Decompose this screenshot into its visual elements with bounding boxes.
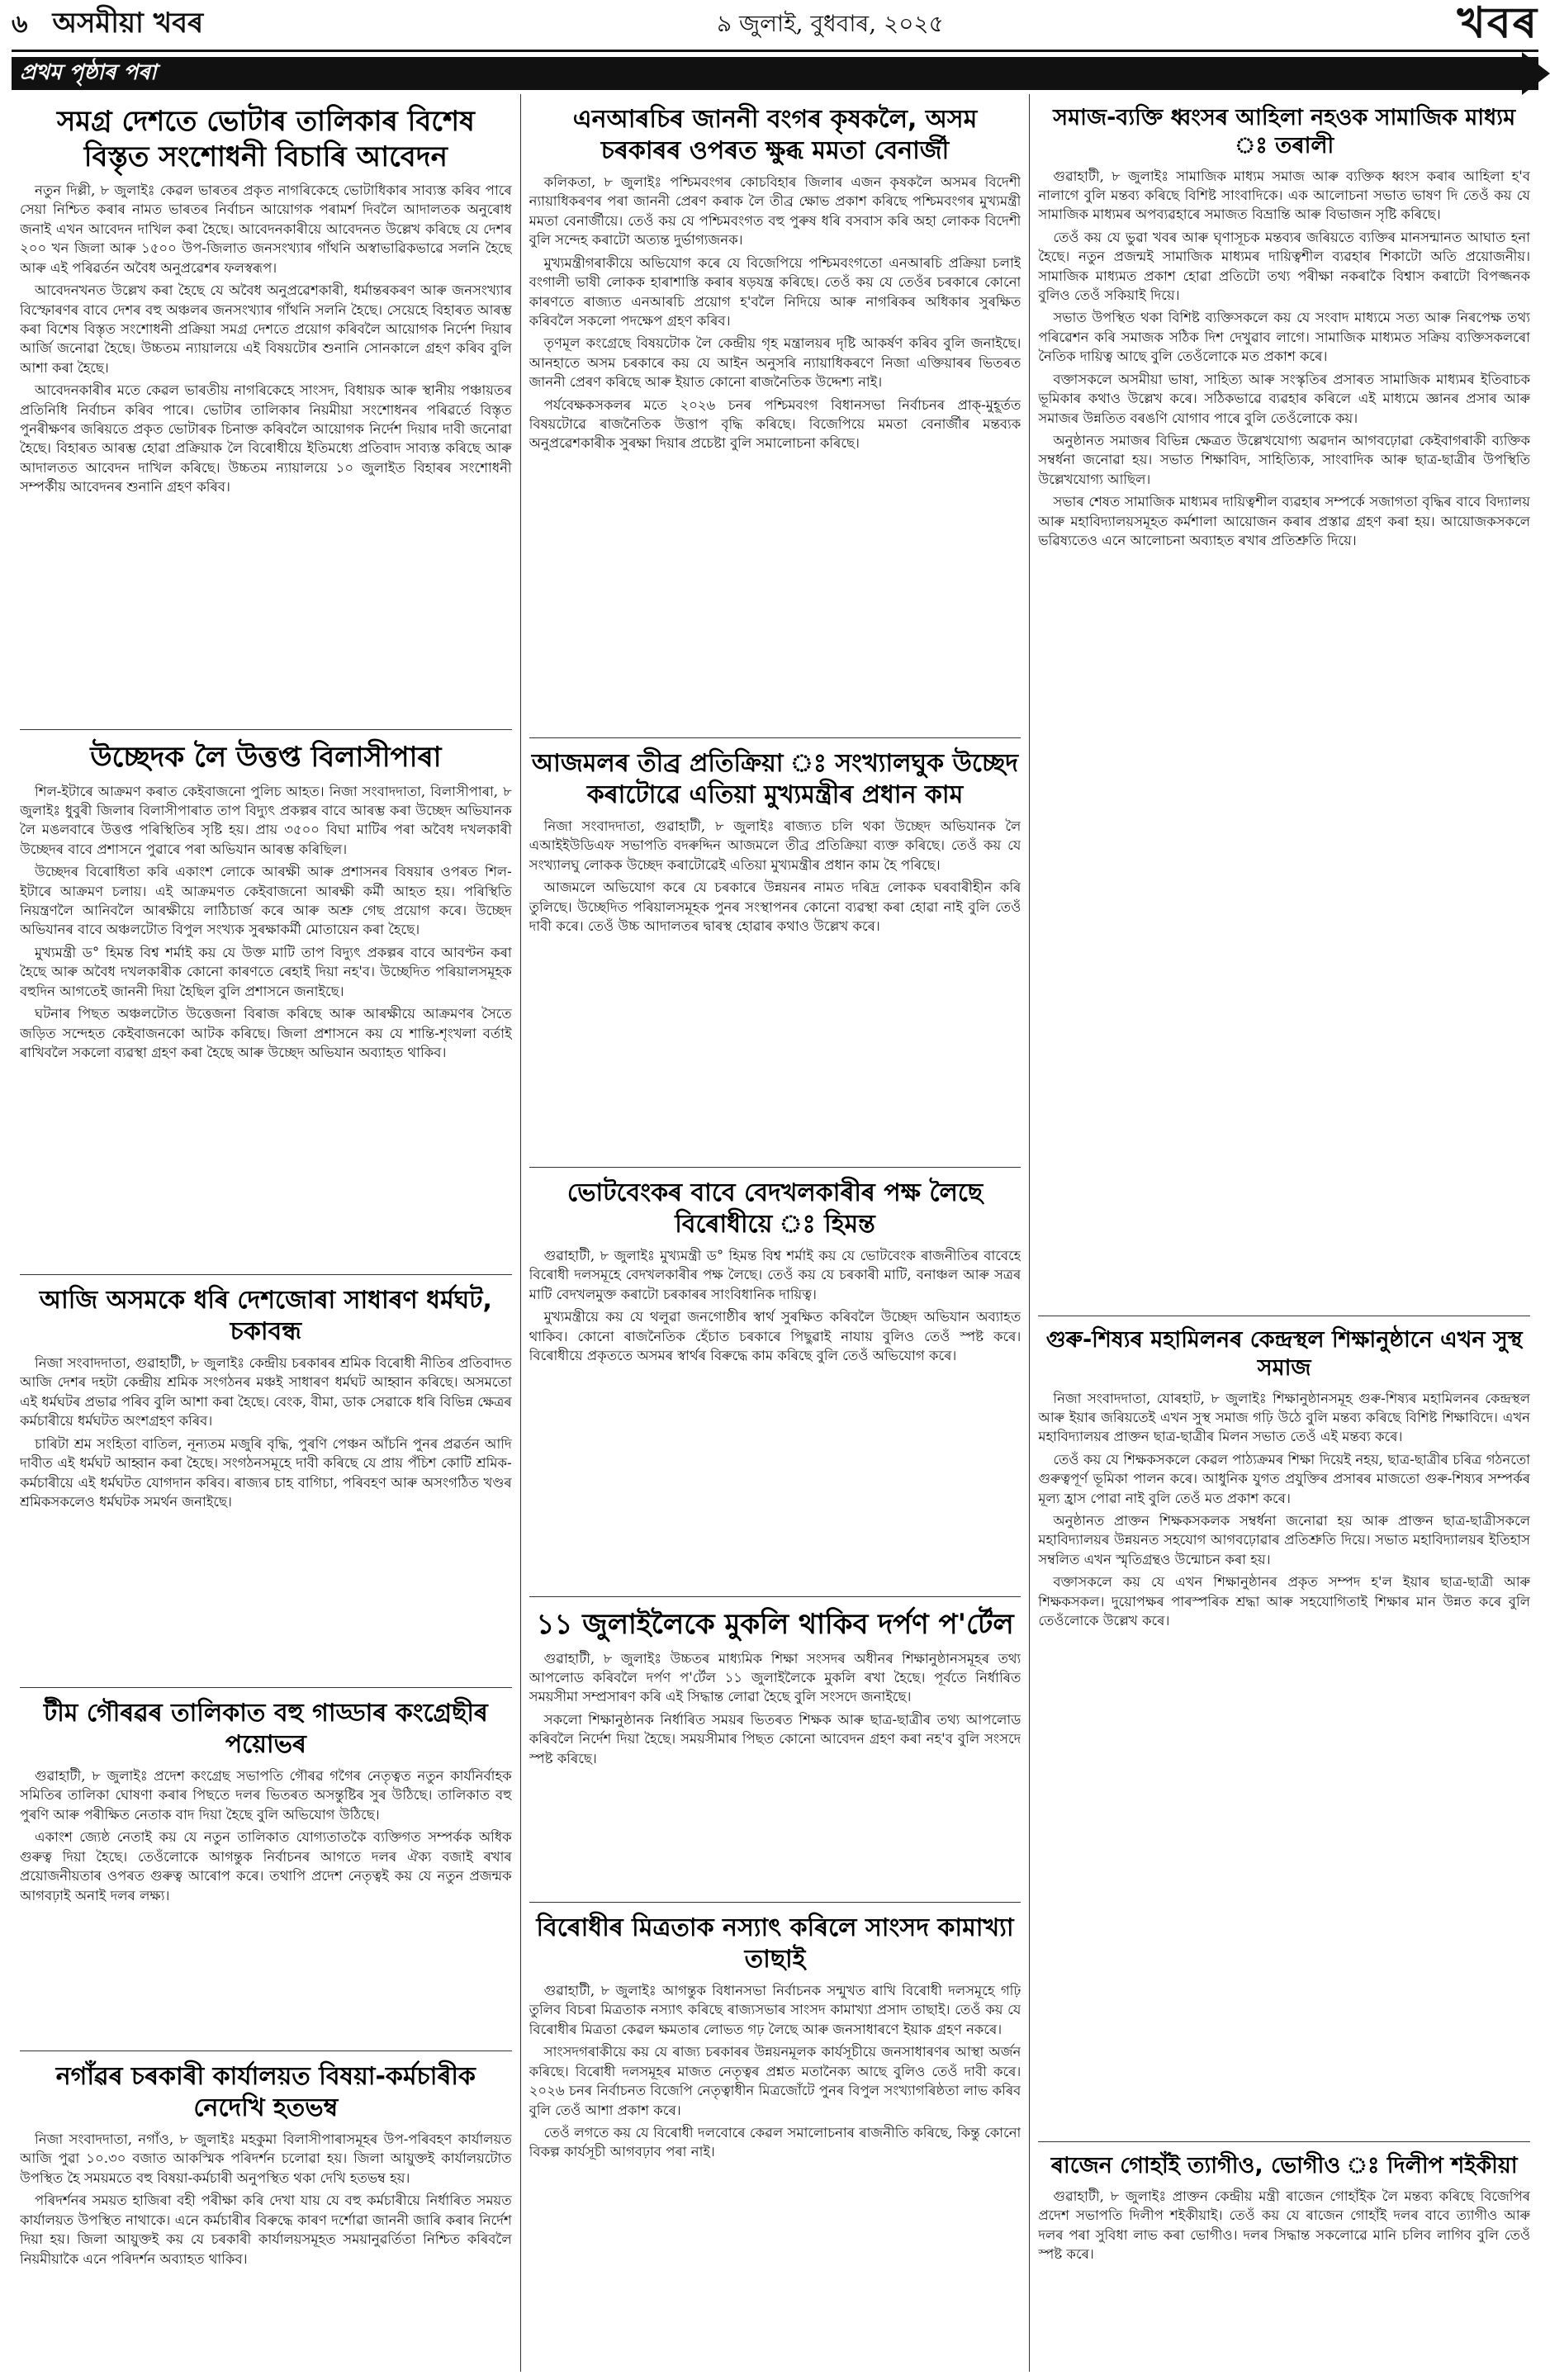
article-paragraph: একাংশ জ্যেষ্ঠ নেতাই কয় যে নতুন তালিকাত যোগ্যতাতকৈ ব্যক্তিগত সম্পৰ্কক অধিক গুৰুত্ব দিয়া হৈছে। তেওঁলোকে আগন্তুক নিৰ্বাচনৰ আগতে দলৰ ঐক্য বজাই ৰখাৰ প্ৰয়োজনীয়তাৰ ওপৰত গুৰুত্ব আৰোপ কৰে। তথাপি প্ৰদেশ নেতৃত্বই কয় যে নতুন প্ৰজন্মক আগবঢ়াই অনাই দলৰ লক্ষ্য। [20, 1829, 512, 1904]
article-columns [12, 94, 1538, 2372]
column-2 [520, 94, 1030, 2372]
article-body [529, 173, 1021, 453]
headline[interactable]: সমগ্ৰ দেশতে ভোটাৰ তালিকাৰ বিশেষ বিস্তৃত সংশোধনী বিচাৰি আবেদন [56, 105, 475, 173]
article-paragraph: শিল-ইটাৰে আক্ৰমণ কৰাত কেইবাজনো পুলিচ আহত। নিজা সংবাদদাতা, বিলাসীপাৰা, ৮ জুলাইঃ ধুবুৰী জিলাৰ বিলাসীপাৰাত তাপ বিদ্যুৎ প্ৰকল্পৰ বাবে আৰম্ভ কৰা উচ্ছেদ অভিযানক লৈ মঙলবাৰে উত্তপ্ত পৰিস্থিতিৰ সৃষ্টি হয়। প্ৰায় ৩৫০০ বিঘা মাটিৰ পৰা অবৈধ দখলকাৰী উচ্ছেদৰ বাবে প্ৰশাসনে পুৱাৰে পৰা অভিযান আৰম্ভ কৰিছিল। [20, 783, 512, 857]
article-paragraph: অনুষ্ঠানত সমাজৰ বিভিন্ন ক্ষেত্ৰত উল্লেখযোগ্য অৱদান আগবঢ়োৱা কেইবাগৰাকী ব্যক্তিক সম্বৰ্ধনা জনোৱা হয়। সভাত শিক্ষাবিদ, সাহিত্যিক, সাংবাদিক আৰু ছাত্ৰ-ছাত্ৰীৰ উপস্থিতি উল্লেখযোগ্য আছিল। [1038, 432, 1531, 487]
article-paragraph: মুখ্যমন্ত্ৰীয়ে কয় যে থলুৱা জনগোষ্ঠীৰ স্বাৰ্থ সুৰক্ষিত কৰিবলৈ উচ্ছেদ অভিযান অব্যাহত থাকিব। কোনো ৰাজনৈতিক হেঁচাত চৰকাৰে পিছুৱাই নাযায় বুলিও তেওঁ স্পষ্ট কৰে। বিৰোধীয়ে প্ৰকৃততে অসমৰ স্বাৰ্থৰ বিৰুদ্ধে কাম কৰিছে বুলি তেওঁ অভিযোগ কৰে। [529, 1309, 1021, 1364]
article-paragraph: বক্তাসকলে কয় যে এখন শিক্ষানুষ্ঠানৰ প্ৰকৃত সম্পদ হ'ল ইয়াৰ ছাত্ৰ-ছাত্ৰী আৰু শিক্ষকসকল। দুয়োপক্ষৰ পাৰস্পৰিক শ্ৰদ্ধা আৰু সহযোগিতাই শিক্ষাৰ মান উন্নত কৰে বুলি তেওঁলোকে উল্লেখ কৰে। [1038, 1574, 1531, 1629]
article-body [1038, 167, 1530, 551]
article-paragraph: গুৱাহাটী, ৮ জুলাইঃ উচ্চতৰ মাধ্যমিক শিক্ষা সংসদৰ অধীনৰ শিক্ষানুষ্ঠানসমূহৰ তথ্য আপলোড কৰিবলৈ দৰ্পণ প'ৰ্টেল ১১ জুলাইলৈকে মুকলি ৰখা হৈছে। পূৰ্বতে নিৰ্ধাৰিত সময়সীমা সম্প্ৰসাৰণ কৰি এই সিদ্ধান্ত লোৱা হৈছে বুলি সংসদে জনাইছে। [529, 1650, 1021, 1705]
article-body [20, 782, 512, 1063]
headline[interactable]: বিৰোধীৰ মিত্ৰতাক নস্যাৎ কৰিলে সাংসদ কামাখ্যা তাছাই [536, 1913, 1014, 1974]
article-paragraph: তেওঁ কয় যে শিক্ষকসকলে কেৱল পাঠ্যক্ৰমৰ শিক্ষা দিয়েই নহয়, ছাত্ৰ-ছাত্ৰীৰ চৰিত্ৰ গঠনতো গুৰুত্বপূৰ্ণ ভূমিকা পালন কৰে। আধুনিক যুগত প্ৰযুক্তিৰ প্ৰসাৰৰ মাজতো গুৰু-শিষ্যৰ সম্পৰ্কৰ মূল্য হ্ৰাস পোৱা নাই বুলি তেওঁ মত প্ৰকাশ কৰে। [1038, 1451, 1531, 1506]
paper-name: অসমীয়া খবৰ [52, 6, 204, 40]
article-body [529, 1246, 1021, 1366]
article [20, 1688, 512, 2051]
article [1038, 1316, 1530, 2142]
article-paragraph: বক্তাসকলে অসমীয়া ভাষা, সাহিত্য আৰু সংস্কৃতিৰ প্ৰসাৰত সামাজিক মাধ্যমৰ ইতিবাচক ভূমিকাৰ কথাও উল্লেখ কৰে। সঠিকভাৱে ব্যৱহাৰ কৰিলে এই মাধ্যমে জ্ঞানৰ প্ৰসাৰ আৰু সমাজৰ উন্নতিত বৰঙণি যোগাব পাৰে বুলি তেওঁলোকে কয়। [1038, 371, 1531, 426]
article-paragraph: তেওঁ লগতে কয় যে বিৰোধী দলবোৰে কেৱল সমালোচনাৰ ৰাজনীতি কৰিছে, কিন্তু কোনো বিকল্প কাৰ্যসূচী আগবঢ়াব পৰা নাই। [529, 2124, 1021, 2160]
article-paragraph: তেওঁ কয় যে ভুৱা খবৰ আৰু ঘৃণাসূচক মন্তব্যৰ জৰিয়তে ব্যক্তিৰ মানসন্মানত আঘাত হনা হৈছে। নতুন প্ৰজন্মই সামাজিক মাধ্যমৰ দায়িত্বশীল ব্যৱহাৰ শিকাটো অতি প্ৰয়োজনীয়। সামাজিক মাধ্যমত প্ৰকাশ হোৱা প্ৰতিটো তথ্য পৰীক্ষা নকৰাকৈ বিশ্বাস কৰাটো বিপজ্জনক বুলিও তেওঁ সকিয়াই দিয়ে। [1038, 229, 1531, 304]
article [20, 1275, 512, 1688]
article-paragraph: আবেদনকাৰীৰ মতে কেৱল ভাৰতীয় নাগৰিকেহে সাংসদ, বিধায়ক আৰু স্থানীয় পঞ্চায়তৰ প্ৰতিনিধি নিৰ্বাচন কৰিব পাৰে। ভোটাৰ তালিকাৰ নিয়মীয়া সংশোধনৰ পৰিৱৰ্তে বিস্তৃত পুনৰীক্ষণৰ জৰিয়তে প্ৰকৃত ভোটাৰক চিনাক্ত কৰিবলৈ আয়োগক নিৰ্দেশ দিয়াৰ দাবী জনোৱা হৈছে। বিহাৰত আৰম্ভ হোৱা প্ৰক্ৰিয়াক লৈ বিৰোধীয়ে ইতিমধ্যে প্ৰতিবাদ সাব্যস্ত কৰিছে আৰু আদালতত আবেদন দাখিল কৰিছে। উচ্চতম ন্যায়ালয়ে ১০ জুলাইত বিহাৰৰ সংশোধনী সম্পৰ্কীয় আবেদনৰ শুনানি গ্ৰহণ কৰিব। [20, 382, 512, 495]
article-paragraph: পৰ্যবেক্ষকসকলৰ মতে ২০২৬ চনৰ পশ্চিমবংগ বিধানসভা নিৰ্বাচনৰ প্ৰাক্-মুহূৰ্তত বিষয়টোৱে ৰাজনৈতিক উত্তাপ বৃদ্ধি কৰিছে। বিজেপিয়ে মমতা বেনাৰ্জীৰ মন্তব্যক অনুপ্ৰৱেশকাৰীক সুৰক্ষা দিয়াৰ প্ৰচেষ্টা বুলি সমালোচনা কৰিছে। [529, 396, 1021, 452]
article-paragraph: গুৱাহাটী, ৮ জুলাইঃ প্ৰাক্তন কেন্দ্ৰীয় মন্ত্ৰী ৰাজেন গোহাঁইক লৈ মন্তব্য কৰিছে বিজেপিৰ প্ৰদেশ সভাপতি দিলীপ শইকীয়াই। তেওঁ কয় যে ৰাজেন গোহাঁই দলৰ বাবে ত্যাগীও আৰু দলৰ পৰা সুবিধা লাভ কৰা ভোগীও। দলৰ সিদ্ধান্ত সকলোৱে মানি চলিব লাগিব বুলি তেওঁ স্পষ্ট কৰে। [1038, 2188, 1531, 2263]
headline[interactable]: ভোটবেংকৰ বাবে বেদখলকাৰীৰ পক্ষ লৈছে বিৰোধীয়ে ঃ হিমন্ত [566, 1178, 984, 1239]
arrow-right-icon [1522, 52, 1550, 95]
article-paragraph: সাংসদগৰাকীয়ে কয় যে ৰাজ্য চৰকাৰৰ উন্নয়নমূলক কাৰ্যসূচীয়ে জনসাধাৰণৰ আস্থা অৰ্জন কৰিছে। বিৰোধী দলসমূহৰ মাজত নেতৃত্বৰ প্ৰশ্নত মতানৈক্য আছে বুলিও তেওঁ দাবী কৰে। ২০২৬ চনৰ নিৰ্বাচনত বিজেপি নেতৃত্বাধীন মিত্ৰজোঁটে পুনৰ বিপুল সংখ্যাগৰিষ্ঠতা লাভ কৰিব বুলি তেওঁ আশা প্ৰকাশ কৰে। [529, 2044, 1021, 2118]
article-paragraph: তৃণমূল কংগ্ৰেছে বিষয়টোক লৈ কেন্দ্ৰীয় গৃহ মন্ত্ৰালয়ৰ দৃষ্টি আকৰ্ষণ কৰিব বুলি জনাইছে। আনহাতে অসম চৰকাৰে কয় যে আইন অনুসৰি ন্যায়াধিকৰণে নিজা এক্তিয়াৰৰ ভিতৰত জাননী প্ৰেৰণ কৰিছে আৰু ইয়াত কোনো ৰাজনৈতিক উদ্দেশ্য নাই। [529, 335, 1021, 391]
section-banner [12, 57, 1538, 90]
article-paragraph: মুখ্যমন্ত্ৰীগৰাকীয়ে অভিযোগ কৰে যে বিজেপিয়ে পশ্চিমবংগতো এনআৰচি প্ৰক্ৰিয়া চলাই বংগালী ভাষী লোকক হাৰাশাস্তি কৰাৰ ষড়যন্ত্ৰ কৰিছে। তেওঁ কয় যে তেওঁৰ চৰকাৰে কোনো কাৰণতে ৰাজ্যত এনআৰচি প্ৰয়োগ হ'বলৈ নিদিয়ে আৰু নাগৰিকৰ অধিকাৰ সুৰক্ষিত কৰিবলৈ সকলো পদক্ষেপ গ্ৰহণ কৰিব। [529, 254, 1021, 329]
page-number: ৬ [12, 9, 28, 39]
masthead-title: খবৰ [1457, 0, 1538, 48]
article-paragraph: নিজা সংবাদদাতা, গুৱাহাটী, ৮ জুলাইঃ ৰাজ্যত চলি থকা উচ্ছেদ অভিযানক লৈ এআইইউডিএফ সভাপতি বদৰুদ্দিন আজমলে তীব্ৰ প্ৰতিক্ৰিয়া ব্যক্ত কৰিছে। তেওঁ কয় যে সংখ্যালঘু লোকক উচ্ছেদ কৰাটোৱেই এতিয়া মুখ্যমন্ত্ৰীৰ প্ৰধান কাম হৈ পৰিছে। [529, 818, 1021, 873]
article-body [1038, 1389, 1530, 1631]
article [529, 738, 1021, 1168]
article [529, 1903, 1021, 2332]
article-body [1038, 2187, 1530, 2264]
article-paragraph: নতুন দিল্লী, ৮ জুলাইঃ কেৱল ভাৰতৰ প্ৰকৃত নাগৰিকেহে ভোটাধিকাৰ সাব্যস্ত কৰিব পাৰে সেয়া নিশ্চিত কৰাৰ নামত ভাৰতৰ নিৰ্বাচন আয়োগক পৰামৰ্শ দিবলৈ আদালতক অনুৰোধ জনাই এখন আবেদন দাখিল কৰা হৈছে। আবেদনকাৰীয়ে আবেদনত উল্লেখ কৰিছে যে দেশৰ ২০০ খন জিলা আৰু ১৫০০ উপ-জিলাত জনসংখ্যাৰ গাঁথনি অস্বাভাৱিকভাৱে সলনি হৈছে আৰু এই পৰিৱৰ্তন অবৈধ অনুপ্ৰৱেশৰ ফলস্বৰূপ। [20, 183, 512, 276]
headline[interactable]: আজি অসমকে ধৰি দেশজোৰা সাধাৰণ ধৰ্মঘট, চকাবন্ধ [39, 1286, 492, 1346]
article-paragraph: আজমলে অভিযোগ কৰে যে চৰকাৰে উন্নয়নৰ নামত দৰিদ্ৰ লোকক ঘৰবাৰীহীন কৰি তুলিছে। উচ্ছেদিত পৰিয়ালসমূহক পুনৰ সংস্থাপনৰ কোনো ব্যৱস্থা কৰা হোৱা নাই বুলি তেওঁ দাবী কৰে। তেওঁ উচ্চ আদালতৰ দ্বাৰস্থ হোৱাৰ কথাও উল্লেখ কৰে। [529, 879, 1021, 935]
headline[interactable]: গুৰু-শিষ্যৰ মহামিলনৰ কেন্দ্ৰস্থল শিক্ষানুষ্ঠানে এখন সুস্থ সমাজ [1045, 1327, 1523, 1381]
article [1038, 2142, 1530, 2372]
article [20, 730, 512, 1275]
headline[interactable]: ৰাজেন গোহাঁই ত্যাগীও, ভোগীও ঃ দিলীপ শইকীয়া [1050, 2153, 1518, 2179]
article-paragraph: ঘটনাৰ পিছত অঞ্চলটোত উত্তেজনা বিৰাজ কৰিছে আৰু আৰক্ষীয়ে আক্ৰমণৰ সৈতে জড়িত সন্দেহত কেইবাজনকো আটক কৰিছে। জিলা প্ৰশাসনে কয় যে শান্তি-শৃংখলা বৰ্তাই ৰাখিবলৈ সকলো ব্যৱস্থা গ্ৰহণ কৰা হৈছে আৰু উচ্ছেদ অভিযান অব্যাহত থাকিব। [20, 1006, 512, 1060]
headline[interactable]: এনআৰচিৰ জাননী বংগৰ কৃষকলৈ, অসম চৰকাৰৰ ওপৰত ক্ষুব্ধ মমতা বেনাৰ্জী [572, 105, 978, 165]
article-paragraph: নিজা সংবাদদাতা, যোৰহাট, ৮ জুলাইঃ শিক্ষানুষ্ঠানসমূহ গুৰু-শিষ্যৰ মহামিলনৰ কেন্দ্ৰস্থল আৰু ইয়াৰ জৰিয়তেই এখন সুস্থ সমাজ গঢ়ি উঠে বুলি মন্তব্য কৰিছে বিশিষ্ট শিক্ষাবিদে। এখন মহাবিদ্যালয়ৰ প্ৰাক্তন ছাত্ৰ-ছাত্ৰীৰ মিলন সভাত তেওঁ এই মন্তব্য কৰে। [1038, 1390, 1531, 1445]
article-body [20, 1766, 512, 1905]
article [20, 2051, 512, 2372]
headline[interactable]: টীম গৌৰৱৰ তালিকাত বহু গাড্ডাৰ কংগ্ৰেছীৰ পয়োভৰ [43, 1699, 488, 1759]
article-paragraph: চাৰিটা শ্ৰম সংহিতা বাতিল, নূন্যতম মজুৰি বৃদ্ধি, পুৰণি পেঞ্চন আঁচনি পুনৰ প্ৰৱৰ্তন আদি দাবীত এই ধৰ্মঘট আহ্বান কৰা হৈছে। সংগঠনসমূহে দাবী কৰিছে যে প্ৰায় পঁচিশ কোটি শ্ৰমিক-কৰ্মচাৰীয়ে এই ধৰ্মঘটত যোগদান কৰিব। ৰাজ্যৰ চাহ বাগিচা, পৰিবহণ আৰু অসংগঠিত খণ্ডৰ শ্ৰমিকসকলেও ধৰ্মঘটক সমৰ্থন জনাইছে। [20, 1435, 512, 1510]
section-label: প্ৰথম পৃষ্ঠাৰ পৰা [20, 60, 157, 85]
article-paragraph: উচ্ছেদৰ বিৰোধিতা কৰি একাংশ লোকে আৰক্ষী আৰু প্ৰশাসনৰ বিষয়াৰ ওপৰত শিল-ইটাৰে আক্ৰমণ চলায়। এই আক্ৰমণত কেইবাজনো আৰক্ষী কৰ্মী আহত হয়। পৰিস্থিতি নিয়ন্ত্ৰণলৈ আনিবলৈ আৰক্ষীয়ে লাঠিচাৰ্জ কৰে আৰু অশ্ৰু গেছ প্ৰয়োগ কৰে। উচ্ছেদ অভিযানৰ বাবে অঞ্চলটোত বিপুল সংখ্যক সুৰক্ষাকৰ্মী মোতায়েন কৰা হৈছে। [20, 864, 512, 938]
column-1 [12, 94, 520, 2372]
masthead-left [12, 2, 203, 49]
article-paragraph: গুৱাহাটী, ৮ জুলাইঃ প্ৰদেশ কংগ্ৰেছ সভাপতি গৌৰৱ গগৈৰ নেতৃত্বত নতুন কাৰ্যনিৰ্বাহক সমিতিৰ তালিকা ঘোষণা কৰাৰ পিছতে দলৰ ভিতৰত অসন্তুষ্টিৰ সুৰ উঠিছে। তালিকাত বহু পুৰণি আৰু পৰীক্ষিত নেতাক বাদ দিয়া হৈছে বুলি অভিযোগ উঠিছে। [20, 1768, 512, 1823]
article-paragraph: নিজা সংবাদদাতা, গুৱাহাটী, ৮ জুলাইঃ কেন্দ্ৰীয় চৰকাৰৰ শ্ৰমিক বিৰোধী নীতিৰ প্ৰতিবাদত আজি দেশৰ দহটা কেন্দ্ৰীয় শ্ৰমিক সংগঠনৰ মঞ্চই সাধাৰণ ধৰ্মঘট আহ্বান কৰিছে। অসমতো এই ধৰ্মঘটৰ প্ৰভাৱ পৰিব বুলি আশা কৰা হৈছে। বেংক, বীমা, ডাক সেৱাকে ধৰি বিভিন্ন ক্ষেত্ৰৰ কৰ্মচাৰীয়ে ধৰ্মঘটত অংশগ্ৰহণ কৰিব। [20, 1355, 512, 1429]
article [529, 94, 1021, 738]
issue-date: ৯ জুলাই, বুধবাৰ, ২০২৫ [716, 9, 944, 37]
article-paragraph: সকলো শিক্ষানুষ্ঠানক নিৰ্ধাৰিত সময়ৰ ভিতৰত শিক্ষক আৰু ছাত্ৰ-ছাত্ৰীৰ তথ্য আপলোড কৰিবলৈ নিৰ্দেশ দিয়া হৈছে। সময়সীমাৰ পিছত কোনো আবেদন গ্ৰহণ কৰা নহ'ব বুলি সংসদে স্পষ্ট কৰিছে। [529, 1711, 1021, 1766]
article-paragraph: সভাৰ শেষত সামাজিক মাধ্যমৰ দায়িত্বশীল ব্যৱহাৰ সম্পৰ্কে সজাগতা বৃদ্ধিৰ বাবে বিদ্যালয় আৰু মহাবিদ্যালয়সমূহত কৰ্মশালা আয়োজন কৰাৰ প্ৰস্তাৱ গ্ৰহণ কৰা হয়। আয়োজকসকলে ভৱিষ্যতেও এনে আলোচনা অব্যাহত ৰখাৰ প্ৰতিশ্ৰুতি দিয়ে। [1038, 494, 1531, 549]
article [20, 94, 512, 730]
article-body [20, 2130, 512, 2269]
article-paragraph: সভাত উপস্থিত থকা বিশিষ্ট ব্যক্তিসকলে কয় যে সংবাদ মাধ্যমে সত্য আৰু নিৰপেক্ষ তথ্য পৰিৱেশন কৰি সমাজক সঠিক দিশ দেখুৱাব লাগে। সামাজিক মাধ্যমত সক্ৰিয় ব্যক্তিসকলৰো নৈতিক দায়িত্ব আছে বুলি তেওঁলোকে মত প্ৰকাশ কৰে। [1038, 310, 1531, 365]
headline[interactable]: সমাজ-ব্যক্তি ধ্বংসৰ আহিলা নহওক সামাজিক মাধ্যম ঃ তৰালী [1053, 105, 1516, 159]
article [1038, 94, 1530, 1316]
article-paragraph: গুৱাহাটী, ৮ জুলাইঃ আগন্তুক বিধানসভা নিৰ্বাচনক সন্মুখত ৰাখি বিৰোধী দলসমূহে গঢ়ি তুলিব বিচৰা মিত্ৰতাক নস্যাৎ কৰিছে ৰাজ্যসভাৰ সাংসদ কামাখ্যা প্ৰসাদ তাছাই। তেওঁ কয় যে বিৰোধীৰ মিত্ৰতা কেৱল ক্ষমতাৰ লোভত গঢ় লৈছে আৰু জনসাধাৰণে ইয়াক গ্ৰহণ নকৰে। [529, 1983, 1021, 2037]
article-body [20, 181, 512, 497]
masthead [12, 0, 1538, 52]
article-body [529, 1981, 1021, 2162]
article-paragraph: মুখ্যমন্ত্ৰী ড° হিমন্ত বিশ্ব শৰ্মাই কয় যে উক্ত মাটি তাপ বিদ্যুৎ প্ৰকল্পৰ বাবে আবণ্টন কৰা হৈছে আৰু অবৈধ দখলকাৰীক কোনো কাৰণতে ৰেহাই দিয়া নহ'ব। উচ্ছেদিত পৰিয়ালসমূহক বহুদিন আগতেই জাননী দিয়া হৈছিল বুলি প্ৰশাসনে জনাইছে। [20, 944, 512, 999]
article-paragraph: পৰিদৰ্শনৰ সময়ত হাজিৰা বহী পৰীক্ষা কৰি দেখা যায় যে বহু কৰ্মচাৰীয়ে নিৰ্ধাৰিত সময়ত কাৰ্যালয়ত উপস্থিত নাথাকে। এনে কৰ্মচাৰীৰ বিৰুদ্ধে কাৰণ দৰ্শোৱা জাননী জাৰি কৰাৰ নিৰ্দেশ দিয়া হয়। জিলা আয়ুক্তই কয় যে চৰকাৰী কাৰ্যালয়সমূহত সময়ানুৱৰ্তিতা নিশ্চিত কৰিবলৈ নিয়মীয়াকৈ এনে পৰিদৰ্শন অব্যাহত থাকিব। [20, 2193, 512, 2267]
article-body [529, 817, 1021, 936]
article-paragraph: গুৱাহাটী, ৮ জুলাইঃ সামাজিক মাধ্যম সমাজ আৰু ব্যক্তিক ধ্বংস কৰাৰ আহিলা হ'ব নালাগে বুলি মন্তব্য কৰিছে বিশিষ্ট সাংবাদিকে। এক আলোচনা সভাত ভাষণ দি তেওঁ কয় যে সামাজিক মাধ্যমৰ অপব্যৱহাৰে সমাজত বিভ্ৰান্তি আৰু বিভাজন সৃষ্টি কৰিছে। [1038, 168, 1531, 223]
article [529, 1597, 1021, 1903]
article [529, 1168, 1021, 1597]
headline[interactable]: ১১ জুলাইলৈকে মুকলি থাকিব দৰ্পণ প'ৰ্টেল [536, 1608, 1014, 1641]
article-body [529, 1649, 1021, 1769]
article-paragraph: আবেদনখনত উল্লেখ কৰা হৈছে যে অবৈধ অনুপ্ৰৱেশকাৰী, ধৰ্মান্তৰকৰণ আৰু জনসংখ্যাৰ বিস্ফোৰণৰ বাবে দেশৰ বহু অঞ্চলৰ জনসংখ্যাৰ গাঁথনি সলনি হৈছে। সেয়েহে বিহাৰত আৰম্ভ কৰা বিশেষ বিস্তৃত সংশোধনী প্ৰক্ৰিয়া সমগ্ৰ দেশতে প্ৰয়োগ কৰিবলৈ আয়োগক নিৰ্দেশ দিয়াৰ আৰ্জি জনোৱা হৈছে। উচ্চতম ন্যায়ালয়ে এই বিষয়টোৰ শুনানি সোনকালে গ্ৰহণ কৰিব বুলি আশা কৰা হৈছে। [20, 282, 512, 376]
article-paragraph: কলিকতা, ৮ জুলাইঃ পশ্চিমবংগৰ কোচবিহাৰ জিলাৰ এজন কৃষকলৈ অসমৰ বিদেশী ন্যায়াধিকৰণৰ পৰা জাননী প্ৰেৰণ কৰাক লৈ তীব্ৰ ক্ষোভ প্ৰকাশ কৰিছে পশ্চিমবংগৰ মুখ্যমন্ত্ৰী মমতা বেনাৰ্জীয়ে। তেওঁ কয় যে পশ্চিমবংগত বহু পুৰুষ ধৰি বসবাস কৰি অহা লোকক বিদেশী বুলি সন্দেহ কৰাটো অত্যন্ত দুৰ্ভাগ্যজনক। [529, 174, 1021, 249]
column-3 [1029, 94, 1538, 2372]
headline[interactable]: উচ্ছেদক লৈ উত্তপ্ত বিলাসীপাৰা [90, 741, 442, 774]
headline[interactable]: নগাঁৱৰ চৰকাৰী কাৰ্যালয়ত বিষয়া-কৰ্মচাৰীক নেদেখি হতভম্ব [55, 2062, 476, 2122]
article-paragraph: গুৱাহাটী, ৮ জুলাইঃ মুখ্যমন্ত্ৰী ড° হিমন্ত বিশ্ব শৰ্মাই কয় যে ভোটবেংক ৰাজনীতিৰ বাবেহে বিৰোধী দলসমূহে বেদখলকাৰীৰ পক্ষ লৈছে। তেওঁ কয় যে চৰকাৰী মাটি, বনাঞ্চল আৰু সত্ৰৰ মাটি বেদখলমুক্ত কৰাটো চৰকাৰৰ সাংবিধানিক দায়িত্ব। [529, 1248, 1021, 1302]
article-body [20, 1354, 512, 1511]
headline[interactable]: আজমলৰ তীব্ৰ প্ৰতিক্ৰিয়া ঃ সংখ্যালঘুক উচ্ছেদ কৰাটোৱে এতিয়া মুখ্যমন্ত্ৰীৰ প্ৰধান কাম [531, 749, 1019, 809]
article-paragraph: নিজা সংবাদদাতা, নগাঁও, ৮ জুলাইঃ মহকুমা বিলাসীপাৰাসমূহৰ উপ-পৰিবহণ কাৰ্যালয়ত আজি পুৱা ১০.৩০ বজাত আকস্মিক পৰিদৰ্শন চলোৱা হয়। জিলা আয়ুক্তই কাৰ্যালয়টোত উপস্থিত হৈ সময়মতে বহু বিষয়া-কৰ্মচাৰী অনুপস্থিত থকা দেখি হতভম্ব হয়। [20, 2131, 512, 2186]
article-paragraph: অনুষ্ঠানত প্ৰাক্তন শিক্ষকসকলক সম্বৰ্ধনা জনোৱা হয় আৰু প্ৰাক্তন ছাত্ৰ-ছাত্ৰীসকলে মহাবিদ্যালয়ৰ উন্নয়নত সহযোগ আগবঢ়োৱাৰ প্ৰতিশ্ৰুতি দিয়ে। সভাত মহাবিদ্যালয়ৰ ইতিহাস সম্বলিত এখন স্মৃতিগ্ৰন্থও উন্মোচন কৰা হয়। [1038, 1513, 1531, 1567]
